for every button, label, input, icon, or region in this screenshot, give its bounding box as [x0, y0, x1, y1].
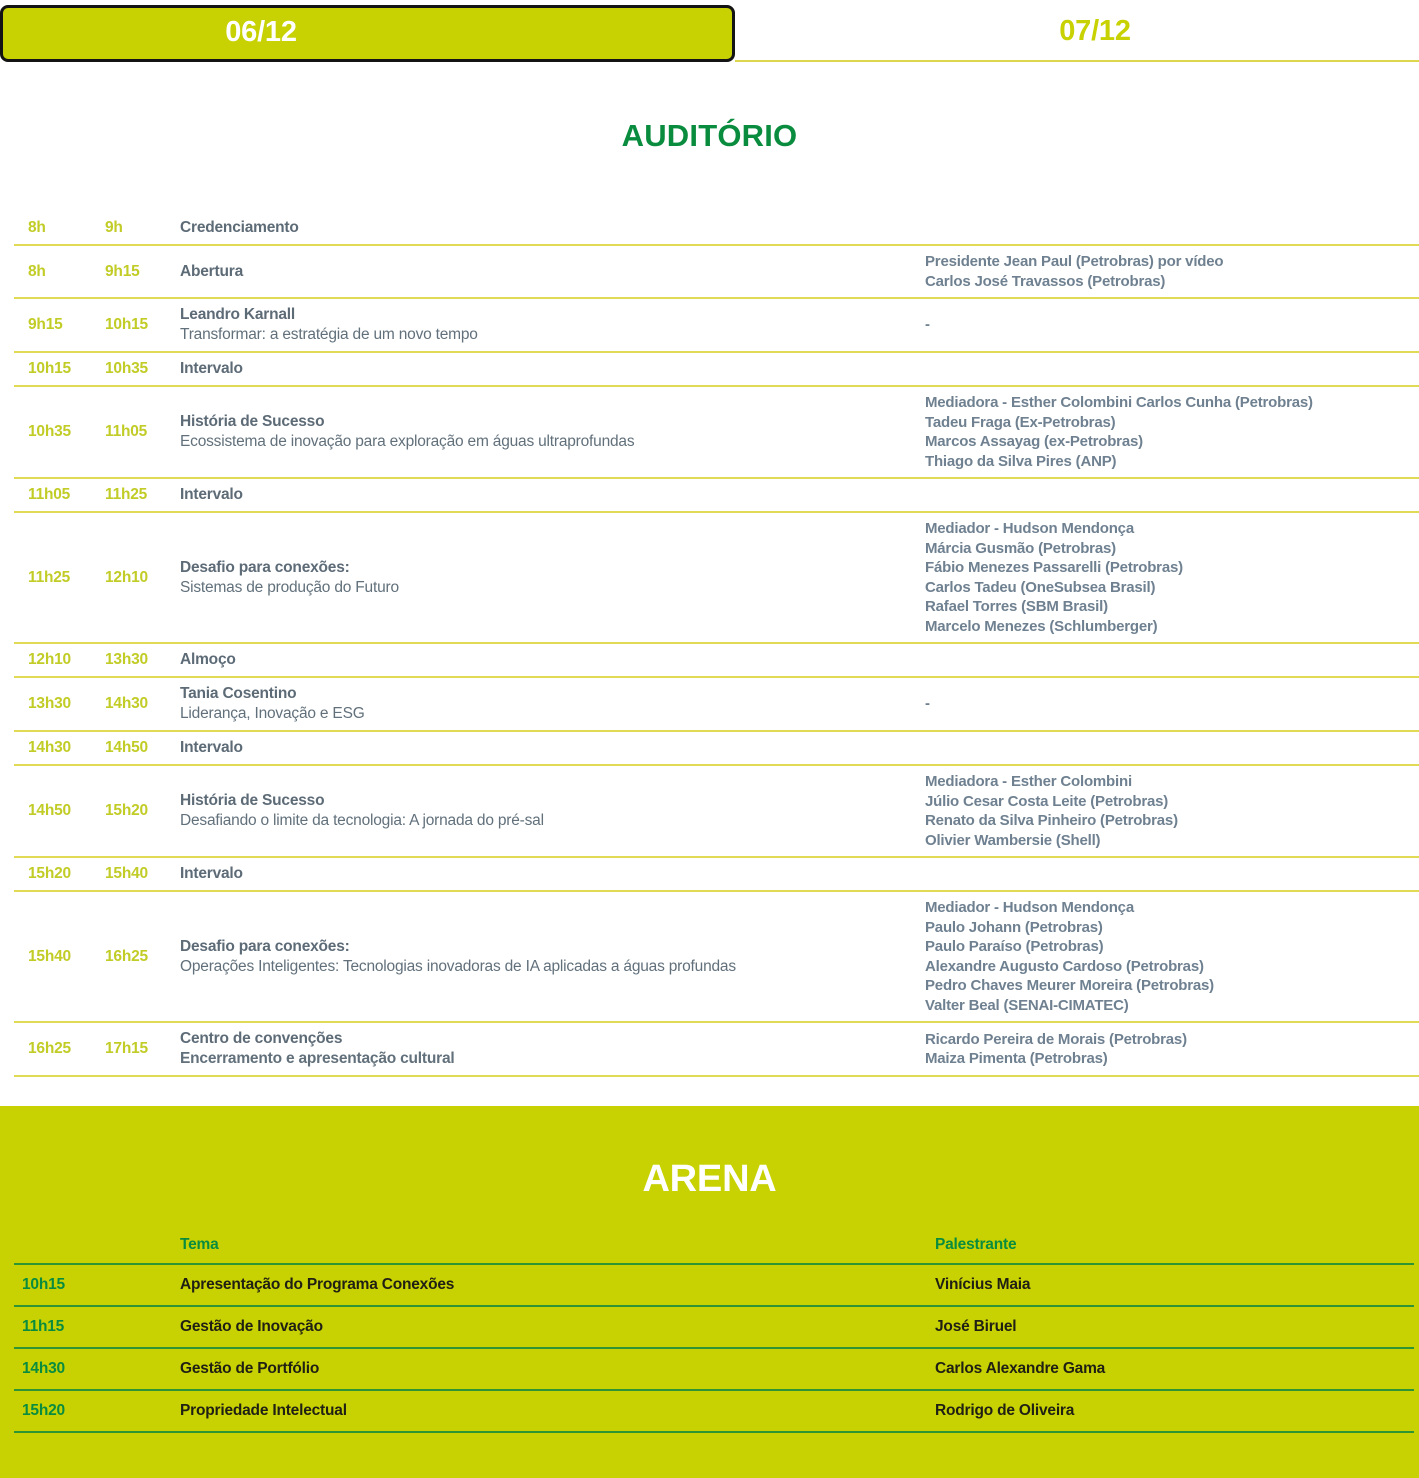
arena-header-tema: Tema	[180, 1236, 219, 1253]
speaker-line: Ricardo Pereira de Morais (Petrobras)	[925, 1030, 1187, 1048]
session-start-time: 10h35	[28, 423, 71, 440]
tab-date-06-12-label: 06/12	[225, 15, 297, 48]
arena-section	[0, 1106, 1419, 1478]
arena-session-palestrante: Carlos Alexandre Gama	[935, 1360, 1106, 1377]
speaker-line: Mediadora - Esther Colombini Carlos Cunha (Petrobras)	[925, 394, 1313, 411]
session-start-time: 15h20	[28, 865, 71, 882]
session-title: Tania Cosentino	[180, 685, 297, 702]
auditorio-schedule-table	[14, 212, 1419, 1077]
session-start-time: 11h25	[28, 568, 71, 586]
session-start-time: 15h40	[28, 947, 71, 965]
speaker-line: -	[925, 316, 930, 334]
session-title: Leandro Karnall	[180, 306, 295, 323]
session-subtitle: Ecossistema de inovação para exploração em águas ultraprofundas	[180, 433, 635, 450]
arena-session-tema: Gestão de Portfólio	[180, 1360, 320, 1377]
speaker-line: Carlos Tadeu (OneSubsea Brasil)	[925, 578, 1156, 596]
arena-header-time-spacer	[22, 1235, 180, 1255]
session-title: História de Sucesso	[180, 413, 325, 430]
auditorio-schedule-row	[14, 387, 1419, 479]
session-end-time: 14h50	[105, 739, 148, 756]
auditorio-schedule-row	[14, 212, 1419, 246]
speaker-line: Marcos Assayag (ex-Petrobras)	[925, 433, 1143, 450]
auditorio-schedule-row	[14, 479, 1419, 513]
auditorio-schedule-row	[14, 732, 1419, 766]
session-start-time: 11h05	[28, 486, 71, 503]
auditorio-schedule-row	[14, 766, 1419, 858]
session-speakers	[925, 694, 1419, 714]
session-start-time: 8h	[28, 262, 46, 280]
speaker-line: Maiza Pimenta (Petrobras)	[925, 1050, 1108, 1067]
session-title: Credenciamento	[180, 219, 299, 236]
session-title: Centro de convenções	[180, 1030, 343, 1047]
session-end-time: 13h30	[105, 651, 148, 668]
arena-schedule-row	[14, 1391, 1414, 1433]
session-title-cell	[180, 864, 925, 884]
speaker-line: Renato da Silva Pinheiro (Petrobras)	[925, 812, 1178, 829]
session-title: Desafio para conexões:	[180, 558, 350, 576]
speaker-line: Pedro Chaves Meurer Moreira (Petrobras)	[925, 977, 1214, 994]
session-title-cell	[180, 412, 925, 452]
session-end-time: 9h15	[105, 262, 140, 280]
arena-rows-container	[14, 1265, 1414, 1433]
session-start-time: 8h	[28, 219, 46, 236]
speaker-line: Carlos José Travassos (Petrobras)	[925, 272, 1166, 290]
tab-date-07-12[interactable]	[735, 5, 1419, 62]
auditorio-schedule-row	[14, 644, 1419, 678]
speaker-line: Fábio Menezes Passarelli (Petrobras)	[925, 559, 1183, 576]
speaker-line: Alexandre Augusto Cardoso (Petrobras)	[925, 957, 1204, 975]
session-title-cell	[180, 650, 925, 670]
tab-date-06-12[interactable]	[0, 5, 735, 62]
session-start-time: 10h15	[28, 360, 71, 377]
session-title: Intervalo	[180, 739, 243, 756]
speaker-line: Mediador - Hudson Mendonça	[925, 520, 1134, 537]
session-end-time: 10h35	[105, 360, 148, 377]
session-end-time: 16h25	[105, 947, 148, 965]
arena-session-tema: Propriedade Intelectual	[180, 1402, 347, 1419]
session-speakers	[925, 519, 1419, 636]
session-speakers	[925, 315, 1419, 335]
speaker-line: Paulo Johann (Petrobras)	[925, 918, 1103, 936]
arena-header-palestrante: Palestrante	[935, 1236, 1017, 1253]
session-title: Almoço	[180, 651, 236, 668]
arena-header-row	[14, 1229, 1414, 1265]
auditorio-schedule-row	[14, 678, 1419, 732]
arena-session-palestrante: Vinícius Maia	[935, 1276, 1031, 1293]
session-title: História de Sucesso	[180, 792, 325, 809]
auditorio-schedule-row	[14, 299, 1419, 353]
auditorio-section	[0, 118, 1419, 1077]
session-end-time: 9h	[105, 219, 123, 236]
arena-session-time: 10h15	[22, 1276, 65, 1293]
session-speakers	[925, 252, 1419, 291]
session-title: Desafio para conexões:	[180, 937, 350, 955]
arena-schedule-row	[14, 1349, 1414, 1391]
speaker-line: Marcelo Menezes (Schlumberger)	[925, 617, 1158, 635]
arena-schedule-row	[14, 1307, 1414, 1349]
speaker-line: Márcia Gusmão (Petrobras)	[925, 539, 1116, 557]
arena-table	[14, 1229, 1414, 1433]
session-start-time: 14h50	[28, 802, 71, 819]
session-start-time: 12h10	[28, 651, 71, 668]
arena-session-tema: Gestão de Inovação	[180, 1318, 323, 1335]
auditorio-schedule-row	[14, 353, 1419, 387]
auditorio-schedule-row	[14, 513, 1419, 644]
session-title-cell	[180, 738, 925, 758]
session-speakers	[925, 393, 1419, 471]
speaker-line: Mediador - Hudson Mendonça	[925, 899, 1134, 916]
auditorio-schedule-row	[14, 1023, 1419, 1077]
session-title-cell	[180, 218, 925, 238]
session-title-cell	[180, 684, 925, 724]
session-end-time: 12h10	[105, 568, 148, 586]
session-title-cell	[180, 485, 925, 505]
session-subtitle: Operações Inteligentes: Tecnologias inovadoras de IA aplicadas a águas profundas	[180, 957, 736, 975]
session-speakers	[925, 772, 1419, 850]
session-subtitle: Sistemas de produção do Futuro	[180, 578, 399, 596]
speaker-line: Valter Beal (SENAI-CIMATEC)	[925, 996, 1129, 1014]
session-end-time: 17h15	[105, 1040, 148, 1057]
arena-session-palestrante: Rodrigo de Oliveira	[935, 1402, 1075, 1419]
date-tabbar	[0, 0, 1419, 62]
speaker-line: Paulo Paraíso (Petrobras)	[925, 938, 1104, 955]
session-start-time: 14h30	[28, 739, 71, 756]
session-start-time: 16h25	[28, 1040, 71, 1057]
session-title: Intervalo	[180, 486, 243, 503]
session-title: Intervalo	[180, 360, 243, 377]
session-start-time: 13h30	[28, 695, 71, 712]
session-end-time: 11h25	[105, 486, 148, 503]
arena-session-tema: Apresentação do Programa Conexões	[180, 1276, 455, 1293]
arena-title: ARENA	[642, 1158, 777, 1200]
session-title-cell	[180, 791, 925, 831]
arena-schedule-row	[14, 1265, 1414, 1307]
auditorio-title: AUDITÓRIO	[621, 118, 798, 153]
auditorio-schedule-row	[14, 246, 1419, 299]
auditorio-schedule-row	[14, 858, 1419, 892]
session-start-time: 9h15	[28, 316, 63, 333]
session-title-cell	[180, 305, 925, 345]
speaker-line: Rafael Torres (SBM Brasil)	[925, 598, 1108, 615]
speaker-line: Thiago da Silva Pires (ANP)	[925, 452, 1117, 470]
speaker-line: Olivier Wambersie (Shell)	[925, 831, 1101, 849]
session-title-cell	[180, 558, 925, 598]
session-title: Abertura	[180, 262, 243, 280]
session-end-time: 15h20	[105, 802, 148, 819]
session-end-time: 11h05	[105, 423, 148, 440]
arena-session-time: 14h30	[22, 1360, 65, 1377]
arena-session-palestrante: José Biruel	[935, 1318, 1017, 1335]
session-end-time: 15h40	[105, 865, 148, 882]
session-end-time: 14h30	[105, 695, 148, 712]
speaker-line: Mediadora - Esther Colombini	[925, 773, 1132, 790]
speaker-line: Tadeu Fraga (Ex-Petrobras)	[925, 413, 1116, 431]
session-title: Intervalo	[180, 865, 243, 882]
session-title-cell	[180, 359, 925, 379]
session-end-time: 10h15	[105, 316, 148, 333]
speaker-line: -	[925, 695, 930, 713]
speaker-line: Júlio Cesar Costa Leite (Petrobras)	[925, 792, 1169, 810]
session-speakers	[925, 898, 1419, 1015]
arena-session-time: 15h20	[22, 1402, 65, 1419]
session-title-cell	[180, 1029, 925, 1069]
arena-session-time: 11h15	[22, 1318, 65, 1335]
session-title-cell	[180, 937, 925, 977]
session-subtitle: Desafiando o limite da tecnologia: A jornada do pré-sal	[180, 812, 544, 829]
speaker-line: Presidente Jean Paul (Petrobras) por vídeo	[925, 253, 1224, 270]
session-subtitle: Transformar: a estratégia de um novo tempo	[180, 326, 478, 343]
tab-date-07-12-label: 07/12	[1059, 14, 1131, 47]
session-speakers	[925, 1030, 1419, 1069]
auditorio-schedule-row	[14, 892, 1419, 1023]
session-title-cell	[180, 262, 925, 282]
session-subtitle: Liderança, Inovação e ESG	[180, 705, 365, 722]
session-subtitle: Encerramento e apresentação cultural	[180, 1050, 455, 1067]
